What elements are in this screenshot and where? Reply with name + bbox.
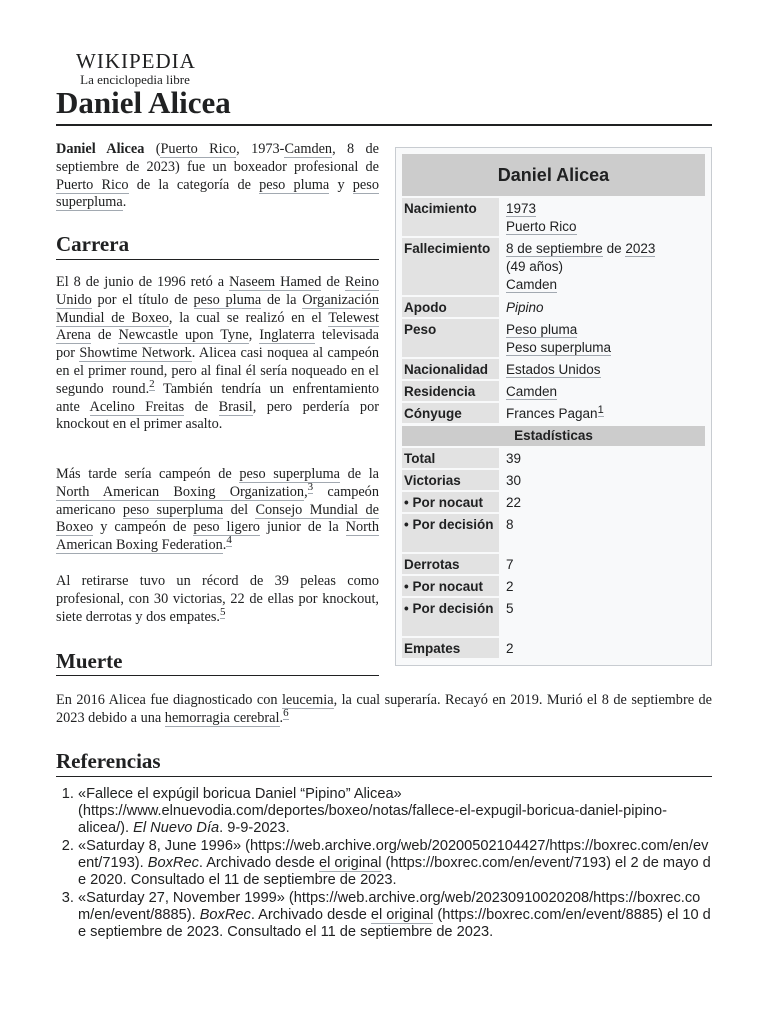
link-peso-superpluma[interactable]: peso superpluma [56, 176, 379, 211]
link-peso-superpluma-2[interactable]: peso superpluma [122, 501, 224, 518]
link-el-original[interactable]: el original [318, 855, 382, 871]
citation-5[interactable]: 5 [219, 605, 226, 618]
link-peso-pluma[interactable]: peso pluma [259, 176, 330, 193]
citation-4[interactable]: 4 [226, 534, 232, 547]
infobox-label: Fallecimiento [402, 238, 499, 295]
infobox-row-victorias-decision [402, 514, 705, 552]
citation-6[interactable]: 6 [283, 707, 289, 720]
infobox-label: Derrotas [402, 554, 499, 574]
infobox-label: Nacimiento [402, 198, 499, 236]
infobox-label: Peso [402, 319, 499, 357]
infobox-label: Residencia [402, 381, 499, 401]
infobox-value [502, 198, 705, 236]
infobox-value: Pipino [502, 297, 705, 317]
infobox-row-total [402, 448, 705, 468]
section-divider [56, 776, 712, 777]
infobox-value: 30 [502, 470, 705, 490]
infobox-row-derrotas-nocaut [402, 576, 705, 596]
link-inglaterra[interactable]: Inglaterra [259, 327, 315, 344]
infobox-row-victorias [402, 470, 705, 490]
infobox-value: 2 [502, 576, 705, 596]
page-title: Daniel Alicea [56, 85, 231, 120]
infobox-value: 8 de septiembre de 2023 (49 años) Camden [502, 238, 705, 295]
infobox-row-fallecimiento [402, 238, 705, 295]
link-puerto-rico-2[interactable]: Puerto Rico [56, 176, 129, 193]
link-2023[interactable]: 2023 [625, 241, 656, 256]
infobox-label: Apodo [402, 297, 499, 317]
infobox-label: Empates [402, 638, 499, 658]
subject-name: Daniel Alicea [56, 141, 145, 157]
link-acelino-freitas[interactable]: Acelino Freitas [89, 398, 185, 415]
link-camden[interactable]: Camden [506, 384, 558, 399]
infobox-row-nacimiento [402, 198, 705, 236]
infobox-row-apodo [402, 297, 705, 317]
infobox-label: • Por nocaut [402, 576, 499, 596]
link-newcastle[interactable]: Newcastle upon Tyne [118, 327, 249, 344]
reference-item-2: 2. «Saturday 8, June 1996» (https://web.archive.org/web/20200502104427/https://boxrec.com/en/event/7193). BoxRec. Archivado desde el original (https://boxrec.com/en/event/7193) el 2 de mayo de 2020. Consultado el 11 de septiembre de 2023. [78, 838, 712, 889]
link-1973[interactable]: 1973 [506, 201, 537, 216]
infobox-value [502, 319, 705, 357]
link-cmb[interactable]: Consejo Mundial de Boxeo [56, 501, 380, 536]
infobox-value: 2 [502, 638, 705, 658]
logo-tagline: La enciclopedia libre [80, 72, 190, 87]
link-naseem-hamed[interactable]: Naseem Hamed [229, 274, 322, 290]
infobox-title: Daniel Alicea [402, 154, 705, 196]
link-puerto-rico[interactable]: Puerto Rico [506, 219, 577, 234]
link-showtime[interactable]: Showtime Network [79, 345, 192, 362]
link-peso-superpluma[interactable]: Peso superpluma [506, 340, 612, 355]
link-omb[interactable]: Organización Mundial de Boxeo [56, 291, 379, 326]
infobox-row-conyuge [402, 403, 705, 423]
infobox-value: 7 [502, 554, 705, 574]
link-puerto-rico[interactable]: Puerto Rico [160, 141, 237, 157]
section-divider [56, 675, 379, 676]
link-camden[interactable]: Camden [506, 277, 558, 292]
link-fecha[interactable]: 8 de septiembre [506, 241, 603, 256]
link-hemorragia-cerebral[interactable]: hemorragia cerebral [164, 710, 280, 726]
reference-item-3: 3. «Saturday 27, November 1999» (https://web.archive.org/web/20230910020208/https://boxrec.com/en/event/8885). BoxRec. Archivado desde el original (https://boxrec.com/en/event/8885) el 10 de septiembre de 2023. Consultado el 11 de septiembre de 2023. [78, 890, 712, 941]
infobox-label: Victorias [402, 470, 499, 490]
link-peso-pluma[interactable]: Peso pluma [506, 322, 578, 337]
muerte-paragraph: En 2016 Alicea fue diagnosticado con leucemia, la cual superaría. Recayó en 2019. Murió el 8 de septiembre de 2023 debido a una hemorragia cerebral.$^6$ [56, 692, 712, 726]
link-el-original[interactable]: el original [370, 907, 434, 923]
carrera-paragraph-3: Al retirarse tuvo un récord de 39 peleas como profesional, con 30 victorias, 22 de ellas por knockout, siete derrotas y dos empates.$^5$ [56, 573, 379, 625]
infobox-label: • Por decisión [402, 598, 499, 636]
carrera-paragraph-2: Más tarde sería campeón de peso superpluma de la North American Boxing Organization,$^3$ campeón americano peso superpluma del Consejo Mundial de Boxeo y campeón de peso ligero junior de la North American Boxing Federation.$^4$ [56, 466, 380, 554]
section-divider [56, 259, 379, 260]
link-estados-unidos[interactable]: Estados Unidos [506, 362, 601, 377]
infobox-label: Total [402, 448, 499, 468]
infobox-value [502, 381, 705, 401]
citation-3[interactable]: 3 [307, 481, 314, 494]
infobox-value: 5 [502, 598, 705, 636]
infobox [395, 147, 712, 666]
title-divider [56, 124, 712, 126]
infobox-row-derrotas-decision [402, 598, 705, 636]
infobox-section-estadisticas: Estadísticas [402, 426, 705, 446]
link-peso-pluma[interactable]: peso pluma [193, 291, 262, 308]
infobox-row-empates [402, 638, 705, 658]
infobox-label: • Por decisión [402, 514, 499, 552]
link-brasil[interactable]: Brasil [218, 398, 253, 415]
infobox-value: 22 [502, 492, 705, 512]
logo-wordmark: WIKIPEDIA [76, 49, 196, 73]
link-reino-unido[interactable]: Reino Unido [56, 274, 379, 308]
citation-2[interactable]: 2 [149, 378, 155, 391]
link-leucemia[interactable]: leucemia [281, 692, 334, 708]
infobox-value: 39 [502, 448, 705, 468]
reference-item-1: 1. «Fallece el expúgil boricua Daniel “Pipino” Alicea» (https://www.elnuevodia.com/deportes/boxeo/notas/fallece-el-expugil-boricua-daniel-pipino-alicea/). El Nuevo Día. 9-9-2023. [78, 786, 712, 837]
infobox-row-peso [402, 319, 705, 357]
wikipedia-logo[interactable] [76, 50, 194, 88]
infobox-label: Cónyuge [402, 403, 499, 423]
infobox-row-derrotas [402, 554, 705, 574]
infobox-label: • Por nocaut [402, 492, 499, 512]
link-camden[interactable]: Camden [284, 141, 333, 157]
carrera-paragraph-1: El 8 de junio de 1996 retó a Naseem Hamed de Reino Unido por el título de peso pluma de la Organización Mundial de Boxeo, la cual se realizó en el Telewest Arena de Newcastle upon Tyne, Inglaterra televisada por Showtime Network. Alicea casi noquea al campeón en el primer round, pero al final él sería noqueado en el segundo round.$^2$ También tendría un enfrentamiento ante Acelino Freitas de Brasil, pero perdería por knockout en el primer asalto. [56, 274, 380, 433]
infobox-value [502, 359, 705, 379]
link-peso-ligero[interactable]: peso ligero [193, 519, 260, 536]
infobox-row-residencia [402, 381, 705, 401]
link-nabo[interactable]: North American Boxing Organization [56, 483, 305, 500]
intro-paragraph: Daniel Alicea (Puerto Rico, 1973-Camden, 8 de septiembre de 2023) fue un boxeador profesional de Puerto Rico de la categoría de peso pluma y peso superpluma. [56, 141, 379, 211]
section-heading-muerte: Muerte [56, 649, 123, 673]
infobox-label: Nacionalidad [402, 359, 499, 379]
citation-1[interactable]: 1 [597, 403, 604, 416]
link-peso-superpluma[interactable]: peso superpluma [239, 466, 340, 482]
link-telewest-arena[interactable]: Telewest Arena [56, 309, 380, 344]
reference-list [56, 786, 712, 942]
link-nabf[interactable]: North American Boxing Federation [56, 519, 380, 554]
infobox-row-victorias-nocaut [402, 492, 705, 512]
section-heading-carrera: Carrera [56, 232, 130, 256]
infobox-row-nacionalidad [402, 359, 705, 379]
infobox-value: Frances Pagan$^1$ [502, 403, 705, 423]
infobox-value: 8 [502, 514, 705, 552]
section-heading-referencias: Referencias [56, 749, 161, 773]
